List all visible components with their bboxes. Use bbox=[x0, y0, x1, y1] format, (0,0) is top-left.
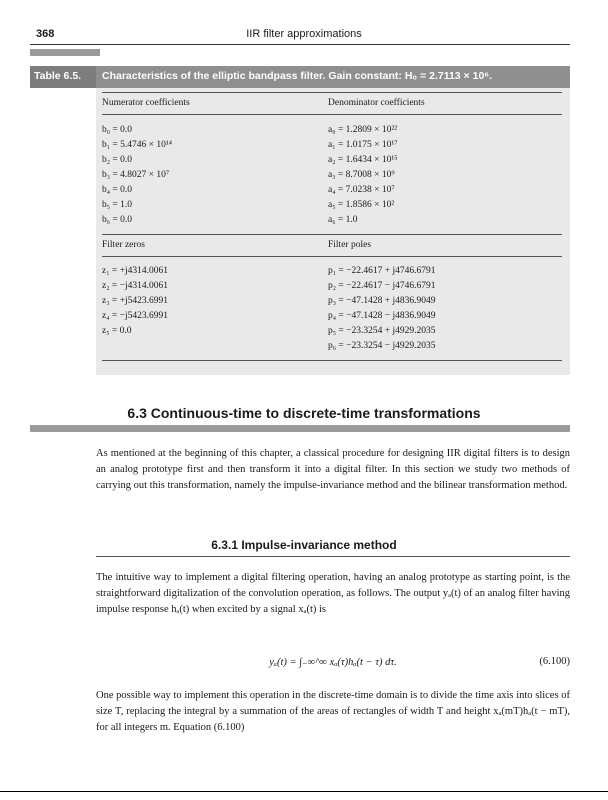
denominator-coef: a₄ = 7.0238 × 10⁷ bbox=[328, 185, 395, 195]
equation-body: yₐ(t) = ∫₋∞^∞ xₐ(τ)hₐ(t − τ) dτ. bbox=[269, 657, 397, 668]
denominator-coef: a₆ = 1.0 bbox=[328, 215, 358, 225]
subsection-title: 6.3.1 Impulse-invariance method bbox=[211, 538, 397, 552]
filter-zero: z₁ = +j4314.0061 bbox=[102, 266, 169, 276]
subsection-paragraph-text: The intuitive way to implement a digital filtering operation, having an analog prototype as starting point, is the straightforward digitalization of the convolution operation, as follows. The output yₐ(t) of an analog filter having impulse response hₐ(t) when excited by a signal xₐ(t) is bbox=[96, 572, 570, 615]
section-paragraph-text: As mentioned at the beginning of this chapter, a classical procedure for designing IIR digital filters is to design an analog prototype first and then transform it into a digital filter. In this section we study two methods of carrying out this transformation, namely the impulse-invariance method and the bilinear transformation method. bbox=[96, 448, 570, 491]
filter-pole: p₆ = −23.3254 − j4929.2035 bbox=[328, 341, 436, 351]
numerator-coef: b₂ = 0.0 bbox=[102, 155, 133, 165]
header-rule bbox=[30, 44, 570, 45]
table-rule-mid2 bbox=[102, 256, 562, 257]
denominator-coef: a₀ = 1.2809 × 10²² bbox=[328, 125, 398, 135]
numerator-header: Numerator coefficients bbox=[102, 98, 190, 108]
filter-pole: p₁ = −22.4617 + j4746.6791 bbox=[328, 266, 436, 276]
numerator-coef: b₁ = 5.4746 × 10¹⁴ bbox=[102, 140, 173, 150]
denominator-coef: a₂ = 1.6434 × 10¹⁵ bbox=[328, 155, 398, 165]
denominator-header: Denominator coefficients bbox=[328, 98, 425, 108]
numerator-coef: b₃ = 4.8027 × 10⁷ bbox=[102, 170, 170, 180]
table-rule-header bbox=[102, 114, 562, 115]
coefficients-table bbox=[96, 88, 570, 375]
page-number: 368 bbox=[36, 28, 55, 40]
section-paragraph bbox=[96, 446, 570, 494]
filter-zero: z₅ = 0.0 bbox=[102, 326, 132, 336]
poles-header: Filter poles bbox=[328, 240, 372, 250]
filter-zero: z₄ = −j5423.6991 bbox=[102, 311, 169, 321]
running-title: IIR filter approximations bbox=[246, 28, 362, 40]
page-bottom-edge bbox=[0, 791, 608, 792]
filter-zero: z₂ = −j4314.0061 bbox=[102, 281, 169, 291]
numerator-coef: b₅ = 1.0 bbox=[102, 200, 133, 210]
denominator-coef: a₁ = 1.0175 × 10¹⁷ bbox=[328, 140, 398, 150]
subsection-rule bbox=[96, 556, 570, 557]
equation-number: (6.100) bbox=[539, 656, 570, 667]
table-label: Table 6.5. bbox=[34, 70, 82, 82]
denominator-coef: a₅ = 1.8586 × 10² bbox=[328, 200, 395, 210]
filter-pole: p₃ = −47.1428 + j4836.9049 bbox=[328, 296, 436, 306]
filter-pole: p₅ = −23.3254 + j4929.2035 bbox=[328, 326, 436, 336]
table-caption-band bbox=[30, 66, 570, 88]
section-accent-bar bbox=[30, 425, 570, 432]
subsection-paragraph bbox=[96, 570, 570, 618]
subsection-paragraph-2 bbox=[96, 688, 570, 736]
table-rule-mid bbox=[102, 234, 562, 235]
header-accent-bar bbox=[30, 49, 100, 56]
section-title: 6.3 Continuous-time to discrete-time transformations bbox=[127, 405, 481, 421]
numerator-coef: b₆ = 0.0 bbox=[102, 215, 133, 225]
table-title-band bbox=[96, 66, 570, 88]
numerator-coef: b₄ = 0.0 bbox=[102, 185, 133, 195]
denominator-coef: a₃ = 8.7008 × 10⁹ bbox=[328, 170, 395, 180]
numerator-coef: b₀ = 0.0 bbox=[102, 125, 133, 135]
table-title: Characteristics of the elliptic bandpass filter. Gain constant: H₀ = 2.7113 × 10⁶. bbox=[102, 70, 493, 82]
filter-pole: p₄ = −47.1428 − j4836.9049 bbox=[328, 311, 436, 321]
equation-6-100 bbox=[96, 648, 570, 680]
subsection-paragraph-2-text: One possible way to implement this operation in the discrete-time domain is to divide the time axis into slices of size T, replacing the integral by a summation of the areas of rectangles of width T and height xₐ(mT)hₐ(t − mT), for all integers m. Equation (6.100) bbox=[96, 690, 570, 733]
zeros-header: Filter zeros bbox=[102, 240, 146, 250]
filter-zero: z₃ = +j5423.6991 bbox=[102, 296, 169, 306]
table-rule-bottom bbox=[102, 360, 562, 361]
filter-pole: p₂ = −22.4617 − j4746.6791 bbox=[328, 281, 436, 291]
table-rule-top bbox=[102, 92, 562, 93]
